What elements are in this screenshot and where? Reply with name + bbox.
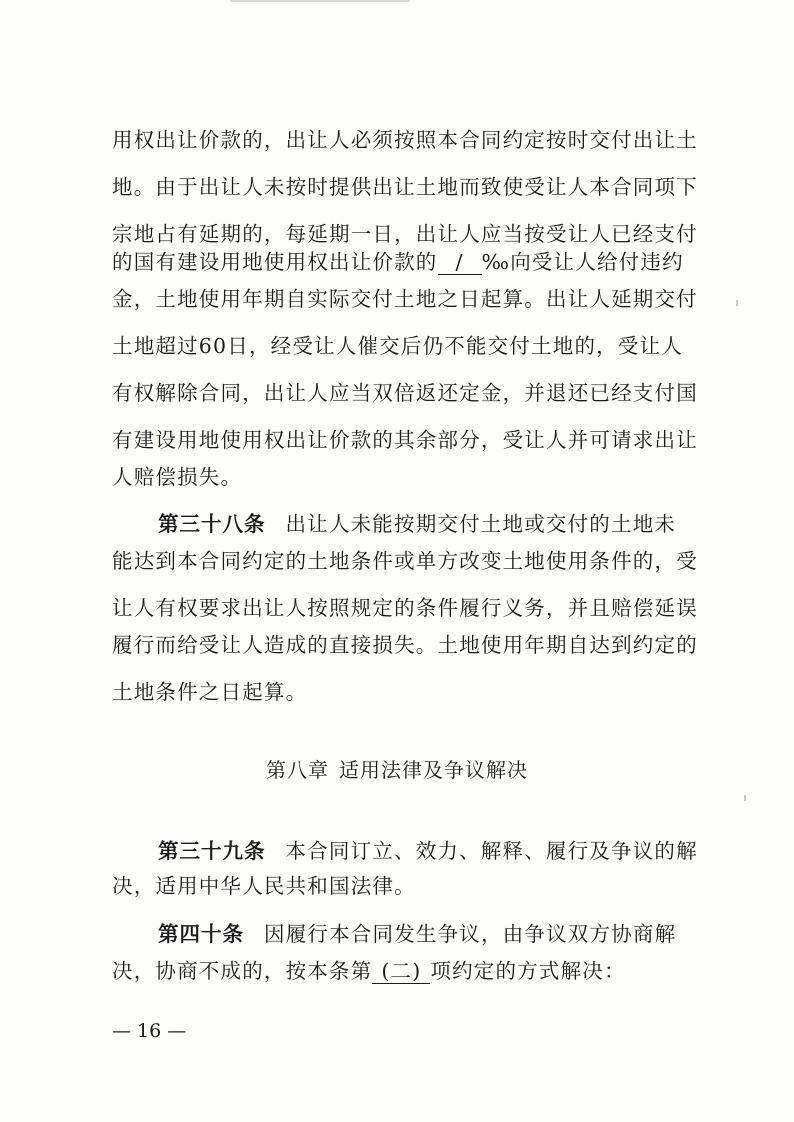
text-segment: ‰向受让人给付违约 — [481, 250, 684, 274]
text-segment: 因履行本合同发生争议，由争议双方协商解 — [264, 922, 677, 946]
paragraph-line: 地。由于出让人未按时提供出让土地而致使受让人本合同项下 — [112, 175, 698, 199]
chapter-heading — [0, 755, 794, 785]
paragraph-line: 让人有权要求出让人按照规定的条件履行义务，并且赔偿延误 — [112, 596, 698, 620]
paragraph-line: 用权出让价款的，出让人必须按照本合同约定按时交付出让土 — [112, 128, 698, 152]
chapter-number: 第八章 — [266, 758, 329, 782]
article-40-label: 第四十条 — [158, 922, 244, 946]
paragraph-line: 有权解除合同，出让人应当双倍返还定金，并退还已经支付国 — [112, 381, 698, 405]
paragraph-line-with-blank — [112, 956, 692, 986]
article-39-label: 第三十九条 — [158, 839, 266, 863]
fill-in-blank-rate: / — [438, 250, 482, 275]
paragraph-line-with-blank — [112, 247, 692, 277]
paragraph-line: 人赔偿损失。 — [112, 465, 243, 489]
chapter-title: 适用法律及争议解决 — [339, 758, 528, 782]
text-segment: 本合同订立、效力、解释、履行及争议的解 — [285, 839, 698, 863]
paragraph-line: 宗地占有延期的，每延期一日，出让人应当按受让人已经支付 — [112, 222, 698, 246]
paragraph-line: 决，适用中华人民共和国法律。 — [112, 874, 416, 898]
paragraph-line: 能达到本合同约定的土地条件或单方改变土地使用条件的，受 — [112, 549, 698, 573]
scan-edge-mark — [230, 0, 410, 2]
text-segment: 决，协商不成的，按本条第 — [112, 959, 373, 983]
article-38-first-line — [158, 509, 738, 539]
article-39-first-line — [158, 836, 738, 866]
paragraph-line: 土地条件之日起算。 — [112, 680, 308, 704]
article-40-first-line — [158, 919, 738, 949]
text-segment: 项约定的方式解决： — [430, 959, 626, 983]
paragraph-line: 金，土地使用年期自实际交付土地之日起算。出让人延期交付 — [112, 287, 698, 311]
paragraph-line: 履行而给受让人造成的直接损失。土地使用年期自达到约定的 — [112, 633, 698, 657]
text-segment: 出让人未能按期交付土地或交付的土地未 — [285, 512, 677, 536]
paragraph-line: 有建设用地使用权出让价款的其余部分，受让人并可请求出让 — [112, 428, 698, 452]
paragraph-line: 土地超过60日，经受让人催交后仍不能交付土地的，受让人 — [112, 334, 683, 358]
scan-speck — [744, 795, 746, 801]
scan-speck — [736, 300, 738, 306]
text-segment: 的国有建设用地使用权出让价款的 — [112, 250, 438, 274]
article-38-label: 第三十八条 — [158, 512, 266, 536]
fill-in-blank-option: (二) — [372, 959, 430, 984]
page-number: — 16 — — [112, 1020, 187, 1042]
